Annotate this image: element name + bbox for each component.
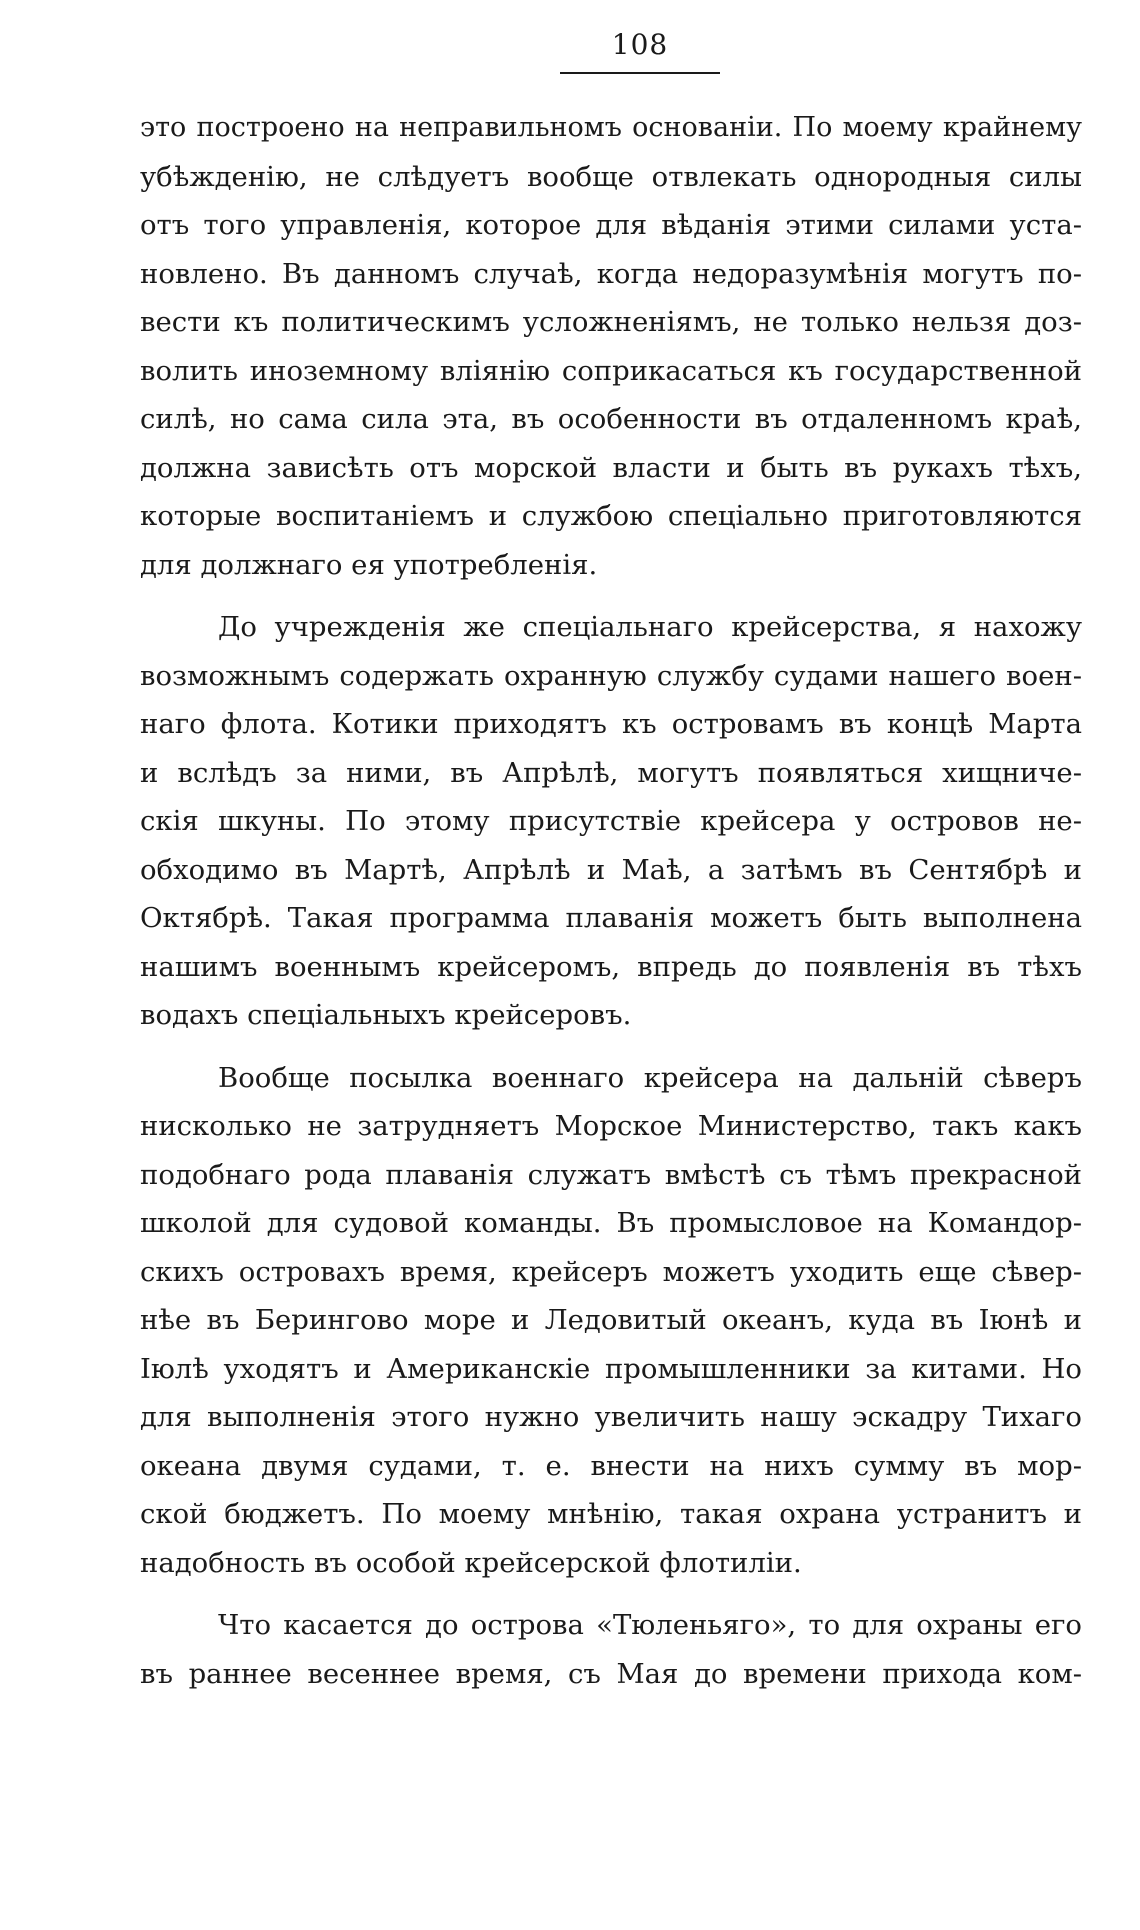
text-line: надобность въ особой крейсерской флотиліи. (140, 1546, 802, 1579)
text-line: До учрежденія же спеціальнаго крейсерства, я нахожу (218, 611, 1082, 643)
text-line: въ раннее весеннее время, съ Мая до времени прихода ком- (140, 1657, 1082, 1690)
text-line: школой для судовой команды. Въ промысловое на Командор- (140, 1207, 1082, 1239)
text-line: наго флота. Котики приходятъ къ островамъ въ концѣ Марта (140, 708, 1082, 740)
text-line: подобнаго рода плаванія служатъ вмѣстѣ съ тѣмъ прекрасной (140, 1158, 1082, 1191)
text-line: Что касается до острова «Тюленьяго», то для охраны его (218, 1609, 1082, 1641)
text-line: возможнымъ содержать охранную службу судами нашего воен- (140, 659, 1082, 692)
text-line: вести къ политическимъ усложненіямъ, не только нельзя доз- (140, 306, 1082, 338)
text-line: нисколько не затрудняетъ Морское Министерство, такъ какъ (140, 1110, 1082, 1142)
text-line: и вслѣдъ за ними, въ Апрѣлѣ, могутъ появляться хищниче- (140, 756, 1082, 789)
text-line: Іюлѣ уходятъ и Американскіе промышленники за китами. Но (140, 1352, 1082, 1385)
text-line: для должнаго ея употребленія. (140, 548, 598, 581)
text-line: нашимъ военнымъ крейсеромъ, впредь до появленія въ тѣхъ (140, 950, 1082, 983)
text-line: волить иноземному вліянію соприкасаться къ государственной (140, 354, 1082, 387)
body-text (140, 104, 1082, 1698)
page-number: 108 (611, 28, 669, 61)
text-line: океана двумя судами, т. е. внести на нихъ сумму въ мор- (140, 1449, 1082, 1482)
paragraph (140, 104, 1082, 589)
paragraph-gap (140, 1040, 1082, 1054)
text-line: убѣжденію, не слѣдуетъ вообще отвлекать однородныя силы (140, 160, 1082, 193)
text-line: скія шкуны. По этому присутствіе крейсера у островов не- (140, 805, 1082, 837)
text-line: водахъ спеціальныхъ крейсеровъ. (140, 999, 632, 1031)
paragraph (140, 1601, 1082, 1698)
text-line: ской бюджетъ. По моему мнѣнію, такая охрана устранитъ и (140, 1498, 1082, 1530)
text-line: новлено. Въ данномъ случаѣ, когда недоразумѣнія могутъ по- (140, 257, 1082, 290)
text-line: силѣ, но сама сила эта, въ особенности въ отдаленномъ краѣ, (140, 403, 1082, 435)
text-line: скихъ островахъ время, крейсеръ можетъ уходить еще сѣвер- (140, 1255, 1082, 1288)
text-line: для выполненія этого нужно увеличить нашу эскадру Тихаго (140, 1401, 1082, 1433)
text-line: отъ того управленія, которое для вѣданія этими силами уста- (140, 209, 1082, 241)
paragraph (140, 1054, 1082, 1588)
text-line: это построено на неправильномъ основаніи. По моему крайнему (140, 112, 1082, 143)
page-number-rule (560, 72, 720, 74)
paragraph-gap (140, 1587, 1082, 1601)
text-line: обходимо въ Мартѣ, Апрѣлѣ и Маѣ, а затѣмъ въ Сентябрѣ и (140, 853, 1082, 886)
text-line: Октябрѣ. Такая программа плаванія можетъ быть выполнена (140, 902, 1082, 934)
text-line: нѣе въ Берингово море и Ледовитый океанъ, куда въ Іюнѣ и (140, 1304, 1082, 1336)
paragraph-gap (140, 589, 1082, 603)
text-line: Вообще посылка военнаго крейсера на дальній сѣверъ (218, 1061, 1082, 1094)
paragraph (140, 603, 1082, 1040)
text-line: которые воспитаніемъ и службою спеціально приготовляются (140, 500, 1082, 532)
text-line: должна зависѣть отъ морской власти и быть въ рукахъ тѣхъ, (140, 451, 1082, 484)
